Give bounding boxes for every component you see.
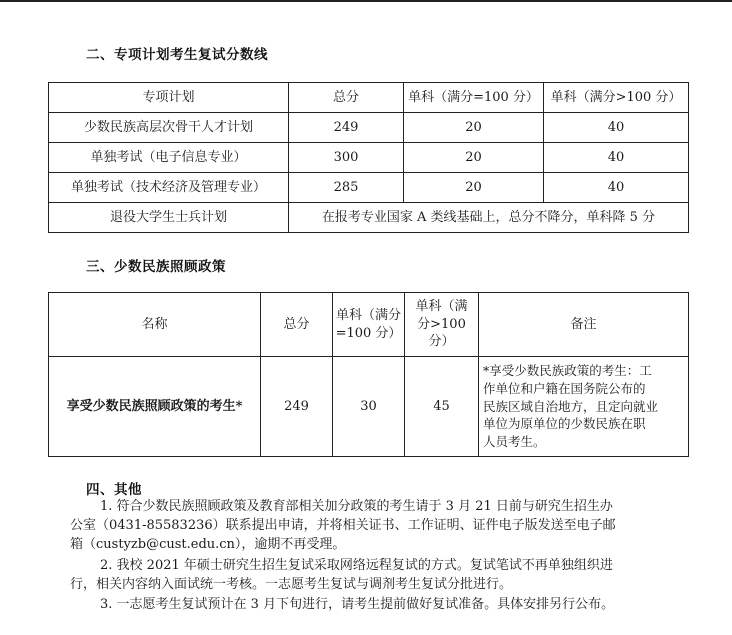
table-row [49, 357, 689, 457]
paragraph-1-line1: 1. 符合少数民族照顾政策及教育部相关加分政策的考生请于 3 月 21 日前与研究生招生办 [100, 499, 613, 514]
note-line: *享受少数民族政策的考生：工 [483, 363, 652, 379]
paragraph-1-line3: 箱（custyzb@cust.edu.cn），逾期不再受理。 [70, 537, 346, 552]
policy-note [479, 357, 689, 457]
header-single-100 [333, 293, 405, 357]
single-over-100-score: 40 [544, 143, 689, 173]
plan-name: 少数民族高层次骨干人才计划 [49, 113, 289, 143]
header-single-over-100 [405, 293, 479, 357]
plan-name: 退役大学生士兵计划 [49, 203, 289, 233]
header-name: 名称 [49, 293, 261, 357]
header-single-100-line1: 单科（满分 [335, 307, 401, 323]
note-line: 民族区域自治地方，且定向就业 [483, 398, 659, 414]
total-score: 285 [289, 173, 404, 203]
single-100-score: 20 [404, 143, 544, 173]
header-plan: 专项计划 [49, 83, 289, 113]
single-100-score: 30 [333, 357, 405, 457]
header-single-over-100: 单科（满分>100 分） [544, 83, 689, 113]
section-heading-minority-policy: 三、少数民族照顾政策 [86, 259, 226, 275]
table-row [49, 143, 689, 173]
total-score: 300 [289, 143, 404, 173]
header-total: 总分 [289, 83, 404, 113]
single-over-100-score: 45 [405, 357, 479, 457]
header-total: 总分 [261, 293, 333, 357]
header-single-100-line2: =100 分） [335, 325, 402, 341]
section-heading-special-plans: 二、专项计划考生复试分数线 [86, 47, 268, 63]
table-row [49, 173, 689, 203]
merged-note-cell: 在报考专业国家 A 类线基础上，总分不降分，单科降 5 分 [289, 203, 689, 233]
single-100-score: 20 [404, 173, 544, 203]
paragraph-1-line2: 公室（0431-85583236）联系提出申请，并将相关证书、工作证明、证件电子版发送至电子邮 [70, 518, 616, 533]
paragraph-2-line1: 2. 我校 2021 年硕士研究生招生复试采取网络远程复试的方式。复试笔试不再单独组织进 [100, 558, 613, 573]
note-line: 单位为原单位的少数民族在职 [483, 416, 646, 432]
paragraph-2-line2: 行，相关内容纳入面试统一考核。一志愿考生复试与调剂考生复试分批进行。 [70, 577, 513, 592]
policy-name: 享受少数民族照顾政策的考生* [49, 357, 261, 457]
header-note: 备注 [479, 293, 689, 357]
table-row [49, 113, 689, 143]
plan-name: 单独考试（电子信息专业） [49, 143, 289, 173]
note-line: 作单位和户籍在国务院公布的 [483, 380, 646, 396]
header-single-100: 单科（满分=100 分） [404, 83, 544, 113]
total-score: 249 [261, 357, 333, 457]
plan-name: 单独考试（技术经济及管理专业） [49, 173, 289, 203]
total-score: 249 [289, 113, 404, 143]
table-header-row [49, 293, 689, 357]
table-row [49, 203, 689, 233]
single-over-100-score: 40 [544, 173, 689, 203]
single-over-100-score: 40 [544, 113, 689, 143]
section-heading-other: 四、其他 [86, 482, 142, 498]
header-single-over-100-line2: 分>100 分） [417, 316, 466, 350]
single-100-score: 20 [404, 113, 544, 143]
header-single-over-100-line1: 单科（满 [415, 299, 468, 315]
minority-policy-table [48, 292, 689, 457]
table-header-row [49, 83, 689, 113]
special-plans-table [48, 82, 689, 233]
note-line: 人员考生。 [483, 434, 546, 450]
top-border-rule [0, 0, 732, 2]
paragraph-3-line1: 3. 一志愿考生复试预计在 3 月下旬进行，请考生提前做好复试准备。具体安排另行公布。 [100, 597, 615, 612]
